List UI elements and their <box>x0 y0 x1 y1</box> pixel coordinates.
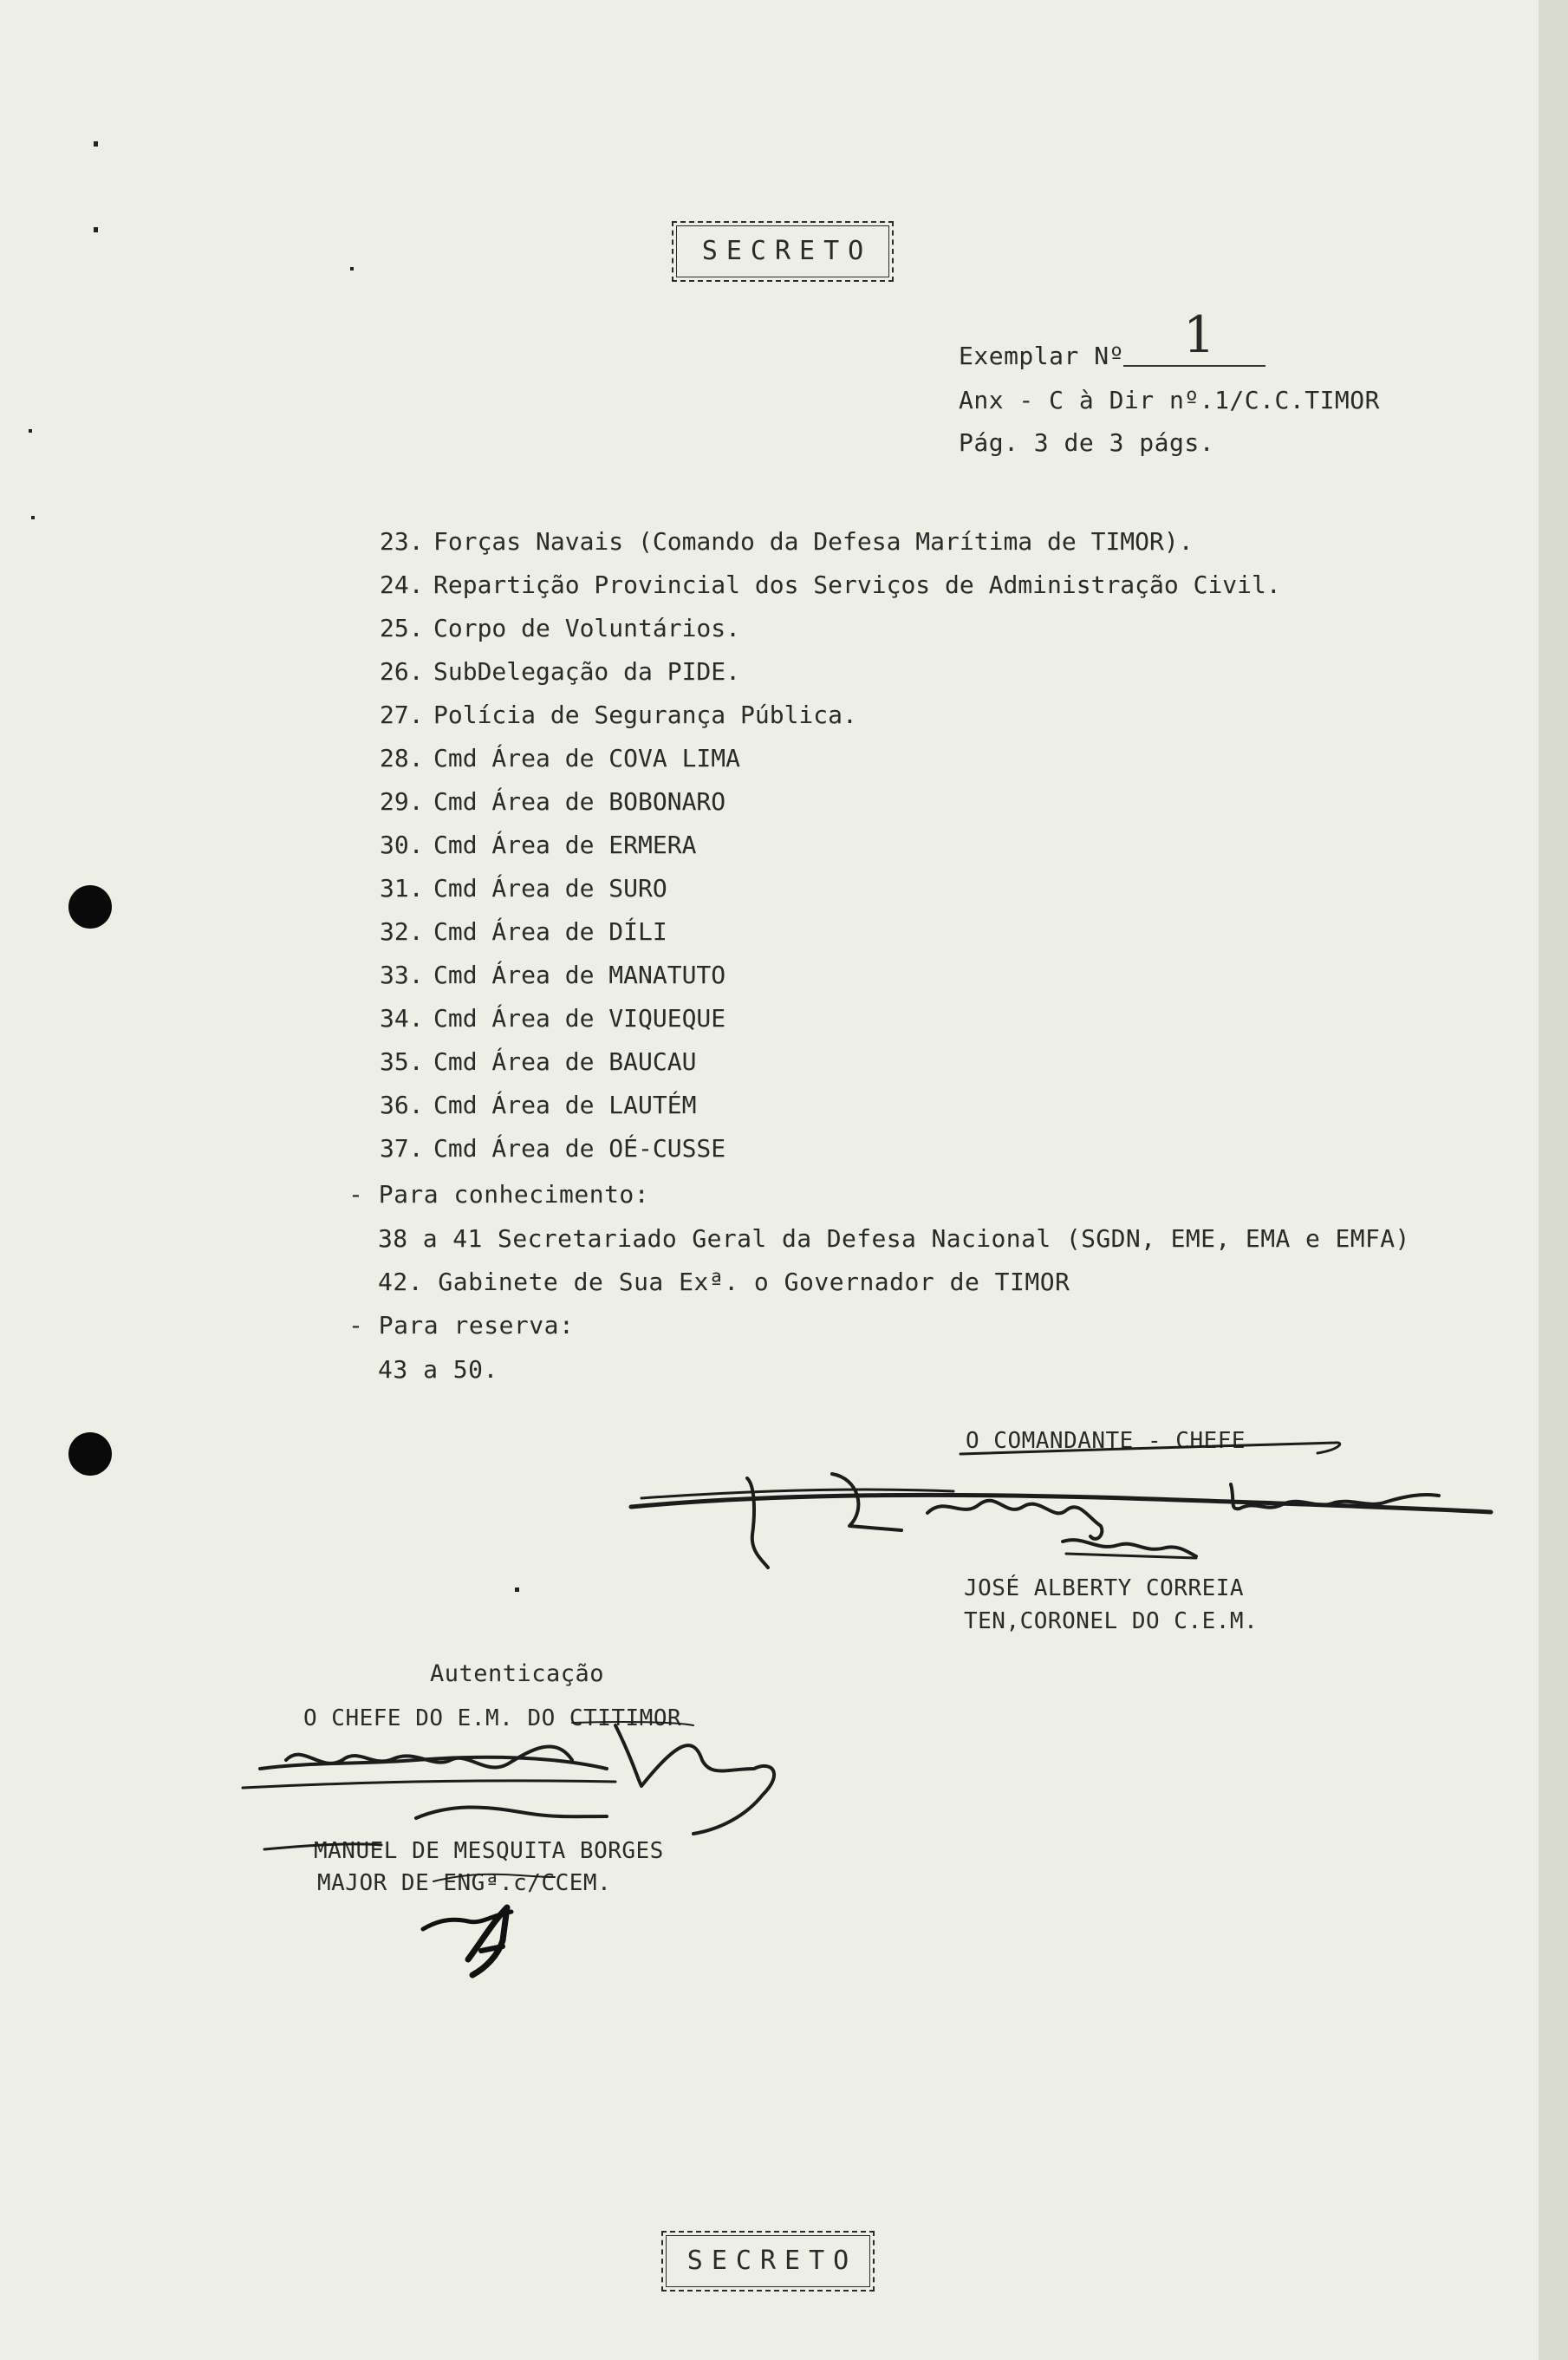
initials-mark <box>423 1907 511 1975</box>
list-item: 30. Cmd Área de ERMERA <box>380 831 697 859</box>
list-item: 35. Cmd Área de BAUCAU <box>380 1047 697 1076</box>
list-item: 33. Cmd Área de MANATUTO <box>380 961 726 989</box>
authentication-name: MANUEL DE MESQUITA BORGES <box>314 1838 664 1864</box>
list-item: 31. Cmd Área de SURO <box>380 874 667 903</box>
authentication-label: Autenticação <box>430 1660 605 1687</box>
secreto-stamp-top: SECRETO <box>672 221 894 282</box>
authentication-rank: MAJOR DE ENGª.c/CCEM. <box>317 1870 612 1896</box>
list-item: 25. Corpo de Voluntários. <box>380 614 741 642</box>
secreto-stamp-bottom: SECRETO <box>661 2231 875 2292</box>
list-item: 28. Cmd Área de COVA LIMA <box>380 744 741 773</box>
list-item: 27. Polícia de Segurança Pública. <box>380 701 857 729</box>
list-item: 34. Cmd Área de VIQUEQUE <box>380 1004 726 1033</box>
conhecimento-line: 38 a 41 Secretariado Geral da Defesa Nacional (SGDN, EME, EMA e EMFA) <box>378 1224 1410 1253</box>
authentication-title: O CHEFE DO E.M. DO CTITIMOR <box>303 1705 682 1731</box>
list-item: 23. Forças Navais (Comando da Defesa Marítima de TIMOR). <box>380 527 1194 556</box>
para-conhecimento-label: - Para conhecimento: <box>348 1180 650 1209</box>
page-reference: Pág. 3 de 3 págs. <box>959 428 1215 457</box>
list-item: 29. Cmd Área de BOBONARO <box>380 787 726 816</box>
commander-rank: TEN,CORONEL DO C.E.M. <box>964 1608 1259 1634</box>
para-reserva-label: - Para reserva: <box>348 1311 575 1340</box>
exemplar-number: 1 <box>1183 305 1216 364</box>
commander-name: JOSÉ ALBERTY CORREIA <box>964 1575 1245 1601</box>
list-item: 36. Cmd Área de LAUTÉM <box>380 1091 697 1119</box>
reserva-line: 43 a 50. <box>378 1355 498 1384</box>
list-item: 24. Repartição Provincial dos Serviços de Administração Civil. <box>380 570 1281 599</box>
annex-reference: Anx - C à Dir nº.1/C.C.TIMOR <box>959 386 1381 414</box>
commander-signature <box>631 1443 1491 1568</box>
conhecimento-line: 42. Gabinete de Sua Exª. o Governador de TIMOR <box>378 1268 1070 1296</box>
list-item: 37. Cmd Área de OÉ-CUSSE <box>380 1134 726 1163</box>
list-item: 26. SubDelegação da PIDE. <box>380 657 741 686</box>
list-item: 32. Cmd Área de DÍLI <box>380 917 667 946</box>
authentication-signature <box>243 1722 774 1881</box>
commander-title: O COMANDANTE - CHEFE <box>966 1428 1246 1454</box>
exemplar-label: Exemplar Nº <box>959 342 1124 370</box>
